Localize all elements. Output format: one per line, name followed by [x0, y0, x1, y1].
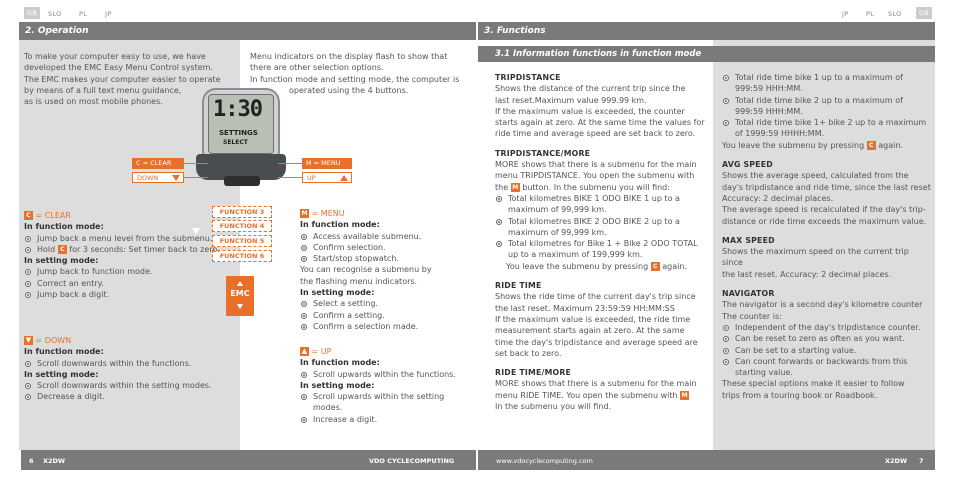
c-key-icon: C	[58, 245, 67, 254]
lang-jp-right[interactable]: JP	[842, 10, 849, 18]
lang-slo-right[interactable]: SLO	[888, 10, 902, 18]
down-block: ▼ = DOWN In function mode: Scroll downwards within the functions. In setting mode: Scroll downwards within the setting modes. Decrease a digit.	[24, 335, 238, 403]
function-item: FUNCTION 4	[212, 220, 272, 232]
model-left: X2DW	[43, 457, 66, 465]
lang-pl-left[interactable]: PL	[79, 10, 88, 18]
functions-col1: TRIPDISTANCE Shows the distance of the current trip since the last reset.Maximum value 999.99 km. If the maximum value is exceeded, the counter starts again at zero. At the same time the values for ride time and average speed are set back to zero. TRIPDISTANCE/MORE MORE shows that there is a submenu for the main menu TRIPDISTANCE. You open the submenu with the M button. In the submenu you will find: Total kilometres BIKE 1 ODO BIKE 1 up to a maximum of 99,999 km. Total kilometres BIKE 2 ODO BIKE 2 up to a maximum of 99,999 km. Total kilometres for Bike 1 + Bike 2 ODO TOTAL up to a maximum of 199,999 km. You leave the submenu by pressing C again. RIDE TIME Shows the ride time of the current day's trip since the last reset. Maximum 23:59:59 HH:MM:SS If the maximum value is exceeded, the ride time measurement starts again at zero. At the same time the day's tripdistance and average speed are set back to zero. RIDE TIME/MORE MORE shows that there is a submenu for the main menu RIDE TIME. You open the submenu with M In the submenu you will find.	[495, 72, 707, 412]
emc-logo: EMC	[226, 276, 254, 316]
c-key-icon: C	[867, 141, 876, 150]
lang-gb-left[interactable]: GB	[24, 7, 40, 19]
m-menu-block: M = MENU In function mode: Access available submenu. Confirm selection. Start/stop stopwatch. You can recognise a submenu by the flashing menu indicators. In setting mode: Select a setting. Confirm a setting. Confirm a selection made.	[300, 208, 472, 332]
brand-name: VDO CYCLECOMPUTING	[369, 457, 455, 465]
lang-pl-right[interactable]: PL	[866, 10, 875, 18]
functions-col2: Total ride time bike 1 up to a maximum of 999:59 HHH:MM. Total ride time bike 2 up to a maximum of 999:59 HHH:MM. Total ride time bike 1+ bike 2 up to a maximum of 1999:59 HHHH:MM. You leave the submenu by pressing C again. AVG SPEED Shows the average speed, calculated from the day's tripdistance and ride time, since the last reset Accuracy: 2 decimal places. The average speed is recalculated if the day's trip- distance or ride time exceeds the maximum value. MAX SPEED Shows the maximum speed on the current trip since the last reset. Accuracy: 2 decimal places. NAVIGATOR The navigator is a second day's kilometre counter The counter is: Independent of the day's tripdistance counter. Can be reset to zero as often as you want. Can be set to a starting value. Can count forwards or backwards from this starting value. These special options make it easier to follow trips from a touring book or Roadbook.	[722, 73, 931, 400]
c-clear-label: C = CLEAR	[132, 158, 184, 169]
section-title-operation: 2. Operation	[19, 22, 476, 40]
lang-jp-left[interactable]: JP	[105, 10, 112, 18]
down-key-icon: ▼	[25, 336, 32, 344]
m-key-icon: M	[681, 391, 688, 399]
up-key-icon: ▲	[301, 347, 308, 355]
c-key-icon: C	[24, 211, 33, 220]
page-number-left: 6	[29, 457, 34, 465]
down-label: DOWN	[132, 172, 184, 183]
function-item: FUNCTION 5	[212, 235, 272, 247]
lang-slo-left[interactable]: SLO	[48, 10, 62, 18]
c-clear-block: C = CLEAR In function mode: Jump back a menu level from the submenu. Hold C for 3 seconds: Set timer back to zero. In setting mode: Jump back to function mode. Correct an entry. Jump back a digit.	[24, 210, 238, 300]
up-label: UP	[302, 172, 352, 183]
up-arrow-icon	[340, 175, 348, 181]
device-illustration	[196, 88, 286, 188]
subsection-title: 3.1 Information functions in function mode	[478, 46, 935, 62]
function-item: FUNCTION 3	[212, 206, 272, 218]
device-lcd: 1:30 SETTINGS SELECT	[208, 94, 274, 154]
m-menu-label: M = MENU	[302, 158, 352, 169]
m-key-icon: M	[512, 183, 519, 191]
top-bar	[0, 0, 954, 22]
function-item: FUNCTION 6	[212, 250, 272, 262]
model-right: X2DW	[885, 457, 908, 465]
down-arrow-icon	[172, 175, 180, 181]
up-block: ▲ = UP In function mode: Scroll upwards within the functions. In setting mode: Scroll upwards within the setting modes. Increase a digit.	[300, 346, 472, 425]
m-key-icon: M	[301, 210, 308, 217]
page-number-right: 7	[919, 457, 924, 465]
intro2-text: Menu indicators on the display flash to show that there are other selection options. In function mode and setting mode, the computer is operated using the 4 buttons.	[250, 52, 460, 95]
up-arrow-icon	[285, 228, 293, 235]
c-key-icon: C	[651, 262, 660, 271]
lang-gb-right[interactable]: GB	[916, 7, 932, 19]
section-title-functions: 3. Functions	[478, 22, 935, 40]
website-link[interactable]: www.vdocyclecomputing.com	[496, 457, 593, 465]
intro-text: To make your computer easy to use, we have developed the EMC Easy Menu Control system. The EMC makes your computer easier to operate by means of a full text menu guidance, as is used on most mobile phones.	[24, 52, 221, 107]
